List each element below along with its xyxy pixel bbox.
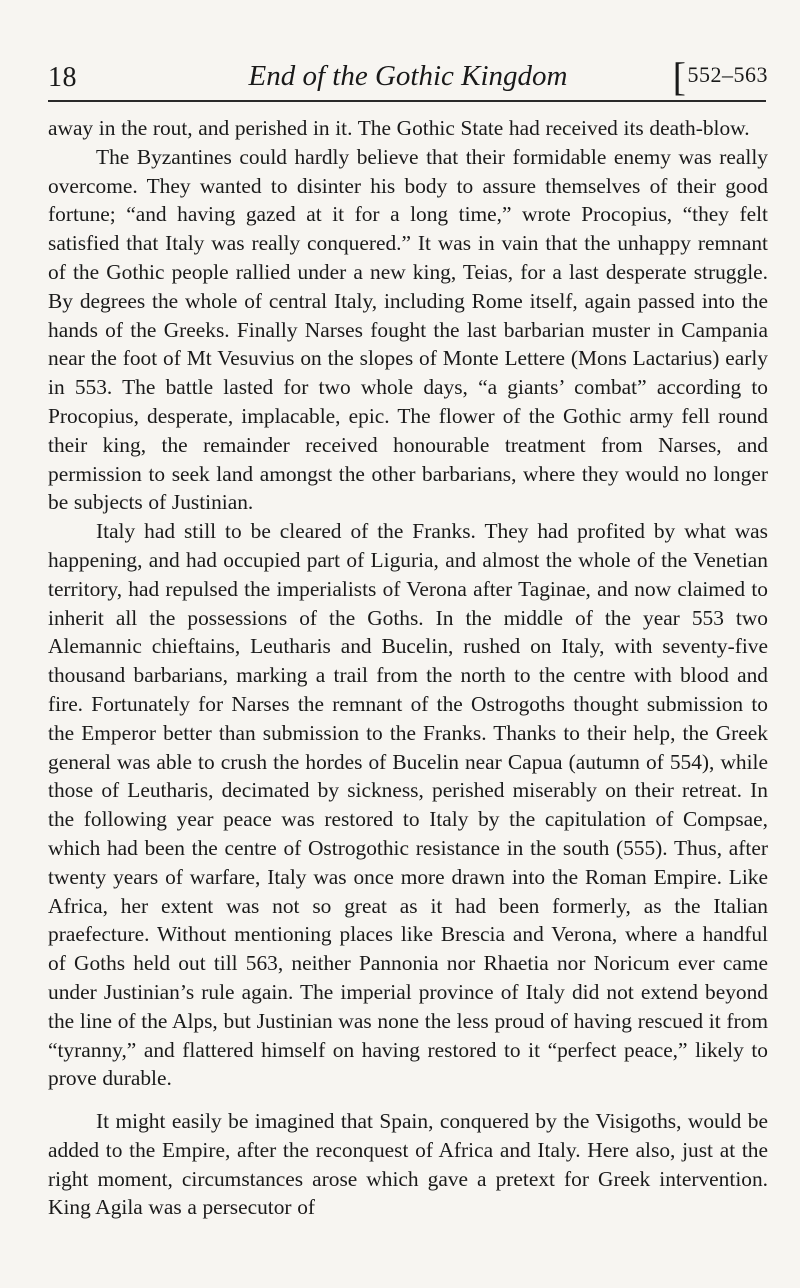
- paragraph-continuation: away in the rout, and perished in it. The Gothic State had received its death-blow.: [48, 116, 750, 140]
- page-number: 18: [48, 62, 77, 93]
- running-title: End of the Gothic Kingdom: [248, 60, 568, 92]
- date-bracket: [: [672, 54, 687, 99]
- header-rule: [48, 100, 766, 102]
- paragraph-franks: Italy had still to be cleared of the Franks. They had profited by what was happening, and had occupied part of Liguria, and almost the whole of the Venetian territory, had repulsed the imperialists of Verona after Taginae, and now claimed to inherit all the possessions of the Goths. In the middle of the year 553 two Alemannic chieftains, Leutharis and Bucelin, rushed on Italy, with seventy-five thousand barbarians, marking a trail from the north to the centre with blood and fire. Fortunately for Narses the remnant of the Ostrogoths thought submission to the Emperor better than submission to the Franks. Thanks to their help, the Greek general was able to crush the hordes of Bucelin near Capua (autumn of 554), while those of Leutharis, decimated by sickness, perished miserably on their retreat. In the following year peace was restored to Italy by the capitulation of Compsae, which had been the centre of Ostrogothic resistance in the south (555). Thus, after twenty years of warfare, Italy was once more drawn into the Roman Empire. Like Africa, her extent was not so great as it had been formerly, as the Italian praefecture. Without mentioning places like Brescia and Verona, where a handful of Goths held out till 563, neither Pannonia nor Rhaetia nor Noricum ever came under Justinian’s rule again. The imperial province of Italy did not extend beyond the line of the Alps, but Justinian was none the less proud of having rescued it from “tyranny,” and flattered himself on having restored to it “perfect peace,” likely to prove durable.: [48, 519, 768, 1091]
- book-page: [48, 0, 768, 1288]
- body-text: [48, 114, 768, 1222]
- paragraph-spain: It might easily be imagined that Spain, conquered by the Visigoths, would be added to the Empire, after the reconquest of Africa and Italy. Here also, just at the right moment, circumstances arose which gave a pretext for Greek intervention. King Agila was a persecutor of: [48, 1109, 768, 1220]
- running-head: [48, 54, 768, 99]
- date-range: [672, 54, 768, 99]
- date-range-text: 552–563: [687, 62, 768, 87]
- paragraph-byzantines: The Byzantines could hardly believe that their formidable enemy was really overcome. They wanted to disinter his body to assure themselves of their good fortune; “and having gazed at it for a long time,” wrote Procopius, “they felt satisfied that Italy was really conquered.” It was in vain that the unhappy remnant of the Gothic people rallied under a new king, Teias, for a last desperate struggle. By degrees the whole of central Italy, including Rome itself, again passed into the hands of the Greeks. Finally Narses fought the last barbarian muster in Campania near the foot of Mt Vesuvius on the slopes of Monte Lettere (Mons Lactarius) early in 553. The battle lasted for two whole days, “a giants’ combat” according to Procopius, desperate, implacable, epic. The flower of the Gothic army fell round their king, the remainder received honourable treatment from Narses, and permission to seek land amongst the other barbarians, where they would no longer be subjects of Justinian.: [48, 144, 768, 515]
